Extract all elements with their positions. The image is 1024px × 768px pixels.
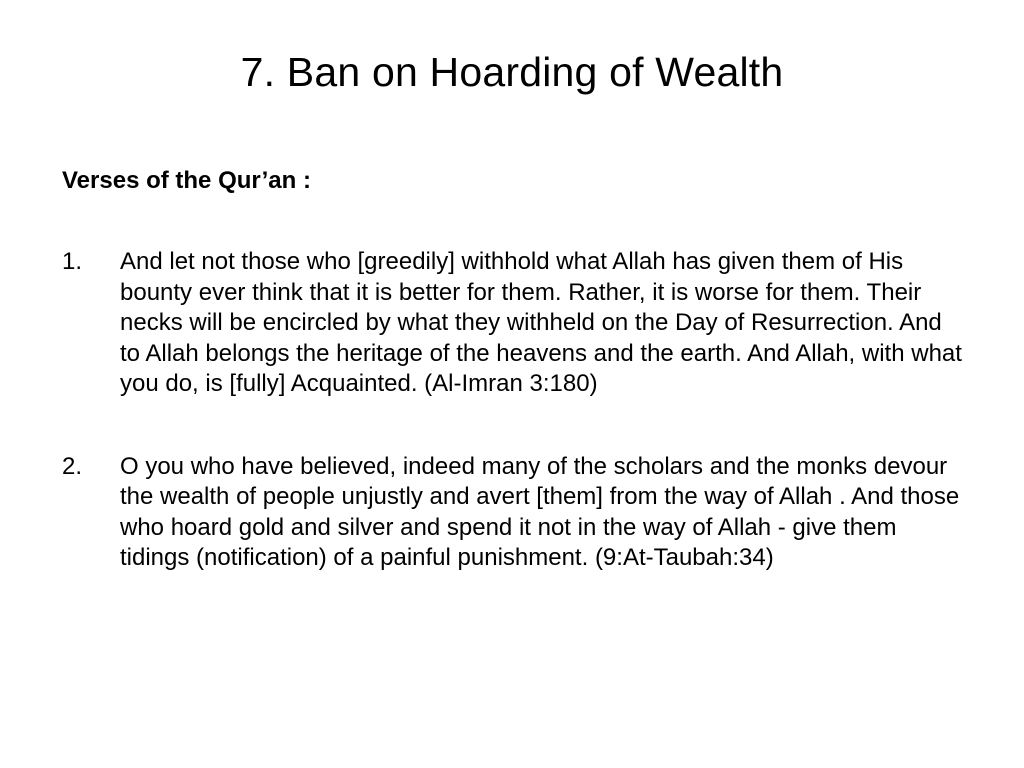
verse-item (62, 452, 962, 574)
slide-title: 7. Ban on Hoarding of Wealth (240, 49, 784, 95)
verse-text: O you who have believed, indeed many of the scholars and the monks devour the wealth of people unjustly and avert [them] from the way of Allah . And those who hoard gold and silver and spend it not in the way of Allah - give them tidings (notification) of a painful punishment. (9:At-Taubah:34) (120, 452, 960, 571)
verse-list (62, 247, 962, 574)
verse-number: 2. (62, 452, 83, 480)
verse-item (62, 247, 962, 400)
verse-number: 1. (62, 248, 83, 275)
section-heading: Verses of the Qur’an : (62, 167, 311, 194)
verse-text: And let not those who [greedily] withhold what Allah has given them of His bounty ever think that it is better for them. Rather, it is worse for them. Their necks will be encircled by what they withheld on the Day of Resurrection. And to Allah belongs the heritage of the heavens and the earth. And Allah, with what you do, is [fully] Acquainted. (Al-Imran 3:180) (120, 248, 962, 397)
